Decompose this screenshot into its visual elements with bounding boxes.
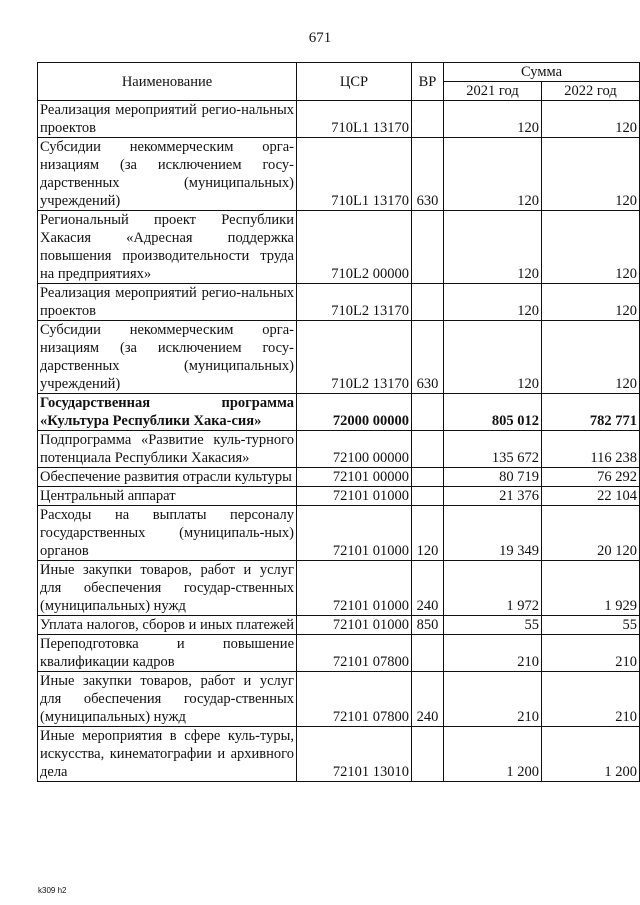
table-row (38, 138, 640, 211)
row-csr: 72101 00000 (297, 468, 412, 487)
footer-code: k309 h2 (38, 886, 67, 895)
row-vr: 240 (412, 672, 444, 727)
table-row (38, 672, 640, 727)
page-number: 671 (308, 30, 332, 46)
row-sum-2022: 120 (542, 101, 640, 138)
row-sum-2022: 120 (542, 321, 640, 394)
row-sum-2021: 21 376 (444, 487, 542, 506)
table-row (38, 284, 640, 321)
row-name: Региональный проект Республики Хакасия «Адресная поддержка повышения производительности труда на предприятиях» (38, 211, 297, 284)
row-sum-2022: 120 (542, 138, 640, 211)
row-sum-2021: 120 (444, 211, 542, 284)
row-sum-2021: 1 972 (444, 561, 542, 616)
header-row (38, 63, 640, 82)
row-sum-2021: 210 (444, 635, 542, 672)
table-row (38, 727, 640, 782)
row-name: Подпрограмма «Развитие куль-турного потенциала Республики Хакасия» (38, 431, 297, 468)
row-name: Переподготовка и повышение квалификации кадров (38, 635, 297, 672)
row-name: Иные закупки товаров, работ и услуг для обеспечения государ-ственных (муниципальных) нужд (38, 672, 297, 727)
row-vr (412, 635, 444, 672)
table-row (38, 487, 640, 506)
row-csr: 710L1 13170 (297, 138, 412, 211)
row-sum-2022: 210 (542, 672, 640, 727)
budget-table (37, 62, 640, 782)
row-name: Расходы на выплаты персоналу государственных (муниципаль-ных) органов (38, 506, 297, 561)
row-name: Обеспечение развития отрасли культуры (38, 468, 297, 487)
row-sum-2021: 120 (444, 321, 542, 394)
row-sum-2021: 55 (444, 616, 542, 635)
row-sum-2021: 19 349 (444, 506, 542, 561)
table-row (38, 635, 640, 672)
row-sum-2021: 120 (444, 101, 542, 138)
row-vr (412, 727, 444, 782)
row-name: Субсидии некоммерческим орга-низациям (за исключением госу-дарственных (муниципальных) учреждений) (38, 138, 297, 211)
table-row (38, 506, 640, 561)
row-name: Уплата налогов, сборов и иных платежей (38, 616, 297, 635)
row-sum-2022: 210 (542, 635, 640, 672)
row-vr: 630 (412, 138, 444, 211)
row-sum-2021: 805 012 (444, 394, 542, 431)
table-row (38, 394, 640, 431)
row-name: Государственная программа «Культура Республики Хака-сия» (38, 394, 297, 431)
row-vr (412, 468, 444, 487)
row-name: Центральный аппарат (38, 487, 297, 506)
table-row (38, 561, 640, 616)
table-row (38, 321, 640, 394)
row-sum-2022: 116 238 (542, 431, 640, 468)
row-csr: 72101 01000 (297, 561, 412, 616)
table-row (38, 101, 640, 138)
row-name: Иные закупки товаров, работ и услуг для обеспечения государ-ственных (муниципальных) нужд (38, 561, 297, 616)
row-csr: 72101 01000 (297, 487, 412, 506)
row-name: Реализация мероприятий регио-нальных проектов (38, 284, 297, 321)
row-sum-2021: 1 200 (444, 727, 542, 782)
header-year-2021: 2021 год (444, 82, 542, 101)
header-year-2022: 2022 год (542, 82, 640, 101)
row-name: Субсидии некоммерческим орга-низациям (за исключением госу-дарственных (муниципальных) учреждений) (38, 321, 297, 394)
row-csr: 72000 00000 (297, 394, 412, 431)
row-vr (412, 431, 444, 468)
row-sum-2021: 120 (444, 138, 542, 211)
row-csr: 72101 07800 (297, 635, 412, 672)
header-vr: ВР (412, 63, 444, 101)
row-csr: 72101 07800 (297, 672, 412, 727)
row-csr: 72101 01000 (297, 616, 412, 635)
row-sum-2022: 20 120 (542, 506, 640, 561)
row-csr: 710L2 00000 (297, 211, 412, 284)
header-sum: Сумма (444, 63, 640, 82)
row-vr: 630 (412, 321, 444, 394)
row-vr: 240 (412, 561, 444, 616)
row-vr: 850 (412, 616, 444, 635)
row-sum-2022: 1 200 (542, 727, 640, 782)
row-csr: 710L2 13170 (297, 321, 412, 394)
table-row (38, 431, 640, 468)
row-sum-2021: 120 (444, 284, 542, 321)
table-row (38, 468, 640, 487)
row-name: Иные мероприятия в сфере куль-туры, искусства, кинематографии и архивного дела (38, 727, 297, 782)
row-csr: 710L2 13170 (297, 284, 412, 321)
row-sum-2021: 210 (444, 672, 542, 727)
header-name: Наименование (38, 63, 297, 101)
row-name: Реализация мероприятий регио-нальных проектов (38, 101, 297, 138)
table-row (38, 211, 640, 284)
row-sum-2022: 120 (542, 211, 640, 284)
row-vr (412, 284, 444, 321)
row-sum-2021: 135 672 (444, 431, 542, 468)
row-sum-2022: 1 929 (542, 561, 640, 616)
row-csr: 710L1 13170 (297, 101, 412, 138)
row-sum-2022: 120 (542, 284, 640, 321)
row-sum-2022: 782 771 (542, 394, 640, 431)
table-row (38, 616, 640, 635)
row-sum-2022: 76 292 (542, 468, 640, 487)
table-body (38, 101, 640, 782)
header-csr: ЦСР (297, 63, 412, 101)
row-csr: 72100 00000 (297, 431, 412, 468)
row-vr: 120 (412, 506, 444, 561)
row-vr (412, 211, 444, 284)
row-vr (412, 101, 444, 138)
row-csr: 72101 01000 (297, 506, 412, 561)
row-sum-2022: 22 104 (542, 487, 640, 506)
row-csr: 72101 13010 (297, 727, 412, 782)
row-sum-2021: 80 719 (444, 468, 542, 487)
row-vr (412, 487, 444, 506)
row-sum-2022: 55 (542, 616, 640, 635)
row-vr (412, 394, 444, 431)
